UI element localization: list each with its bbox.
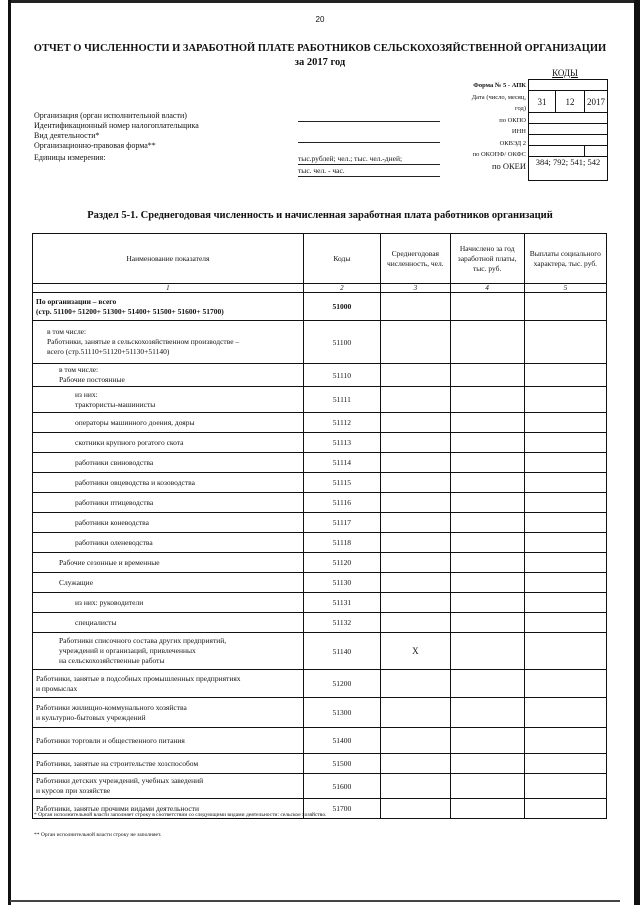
codes-table <box>528 79 608 181</box>
row-code: 51600 <box>303 774 380 799</box>
cell-headcount[interactable] <box>380 533 450 553</box>
legal-form-label: Организационно-правовая форма** <box>34 141 156 150</box>
cell-wages[interactable] <box>450 728 524 754</box>
row-code: 51131 <box>303 593 380 613</box>
cell-social[interactable] <box>524 513 606 533</box>
cell-headcount-not-applicable: Х <box>380 633 450 670</box>
cell-headcount[interactable] <box>380 613 450 633</box>
row-code: 51400 <box>303 728 380 754</box>
cell-social[interactable] <box>524 728 606 754</box>
row-label: специалисты <box>33 613 304 633</box>
cell-wages[interactable] <box>450 364 524 387</box>
cell-wages[interactable] <box>450 413 524 433</box>
table-row <box>33 387 607 413</box>
okopf-label: по ОКОПФ/ ОКФС <box>472 151 526 158</box>
cell-social[interactable] <box>524 613 606 633</box>
row-label: Работники списочного состава других предприятий, учреждений и организаций, привлеченных на сельскохозяйственные работы <box>33 633 304 670</box>
okfs-cell[interactable] <box>585 146 608 157</box>
cell-wages[interactable] <box>450 774 524 799</box>
cell-wages[interactable] <box>450 573 524 593</box>
cell-wages[interactable] <box>450 633 524 670</box>
cell-headcount[interactable] <box>380 698 450 728</box>
cell-wages[interactable] <box>450 613 524 633</box>
row-code: 51112 <box>303 413 380 433</box>
inn-label: ИНН <box>511 128 526 135</box>
row-code: 51110 <box>303 364 380 387</box>
row-code: 51115 <box>303 473 380 493</box>
footnote-1: * Орган исполнительной власти заполняет строку в соответствии со следующими видами деятельности: сельское хозяйство. <box>34 812 327 818</box>
table-row <box>33 364 607 387</box>
date-month-cell: 12 <box>556 91 585 113</box>
row-label: работники оленеводства <box>33 533 304 553</box>
activity-label: Вид деятельности* <box>34 131 100 140</box>
main-table <box>32 233 607 819</box>
units-line2: тыс. чел. - час. <box>298 165 440 177</box>
table-row <box>33 553 607 573</box>
row-code: 51130 <box>303 573 380 593</box>
row-label: работники коневодства <box>33 513 304 533</box>
cell-social[interactable] <box>524 633 606 670</box>
cell-social[interactable] <box>524 321 606 364</box>
row-label: в том числе: Рабочие постоянные <box>33 364 304 387</box>
row-label: Работники, занятые на строительстве хозспособом <box>33 754 304 774</box>
row-code: 51114 <box>303 453 380 473</box>
cell-social[interactable] <box>524 774 606 799</box>
inn-field-label: Идентификационный номер налогоплательщика <box>34 121 199 130</box>
cell-social[interactable] <box>524 754 606 774</box>
table-row <box>33 670 607 698</box>
col-number-3: 3 <box>380 284 450 293</box>
row-label: в том числе: Работники, занятые в сельскохозяйственном производстве – всего (стр.51110+51120+51130+51140) <box>33 321 304 364</box>
report-title-line1: ОТЧЕТ О ЧИСЛЕННОСТИ И ЗАРАБОТНОЙ ПЛАТЕ РАБОТНИКОВ СЕЛЬСКОХОЗЯЙСТВЕННОЙ ОРГАНИЗАЦИИ <box>33 43 607 54</box>
row-code: 51100 <box>303 321 380 364</box>
okved-cell[interactable] <box>529 135 608 146</box>
cell-headcount[interactable] <box>380 364 450 387</box>
cell-headcount[interactable] <box>380 387 450 413</box>
cell-wages[interactable] <box>450 533 524 553</box>
row-code: 51117 <box>303 513 380 533</box>
okved-label: ОКВЭД 2 <box>499 139 526 147</box>
row-label: работники свиноводства <box>33 453 304 473</box>
cell-social[interactable] <box>524 593 606 613</box>
cell-headcount[interactable] <box>380 513 450 533</box>
table-row <box>33 633 607 670</box>
table-row <box>33 293 607 321</box>
cell-wages[interactable] <box>450 387 524 413</box>
cell-headcount[interactable] <box>380 413 450 433</box>
cell-wages[interactable] <box>450 293 524 321</box>
row-label: Служащие <box>33 573 304 593</box>
cell-wages[interactable] <box>450 754 524 774</box>
cell-headcount[interactable] <box>380 670 450 698</box>
col-number-4: 4 <box>450 284 524 293</box>
org-field-labels <box>34 111 199 163</box>
cell-social[interactable] <box>524 364 606 387</box>
row-code: 51116 <box>303 493 380 513</box>
cell-social[interactable] <box>524 553 606 573</box>
row-code: 51120 <box>303 553 380 573</box>
header-wages: Начислено за год заработной платы, тыс. руб. <box>450 234 524 284</box>
row-code: 51700 <box>303 799 380 819</box>
row-label: По организации – всего (стр. 51100+ 51200+ 51300+ 51400+ 51500+ 51600+ 51700) <box>33 293 304 321</box>
cell-headcount[interactable] <box>380 754 450 774</box>
cell-social[interactable] <box>524 698 606 728</box>
cell-wages[interactable] <box>450 670 524 698</box>
scan-border-top <box>0 0 640 3</box>
org-field-line[interactable] <box>298 111 440 122</box>
cell-wages[interactable] <box>450 473 524 493</box>
codes-caption: КОДЫ <box>552 68 578 78</box>
cell-social[interactable] <box>524 493 606 513</box>
date-label-year: год) <box>514 105 526 112</box>
row-code: 51200 <box>303 670 380 698</box>
cell-social[interactable] <box>524 473 606 493</box>
page-number: 20 <box>315 15 325 24</box>
row-label: Работники жилищно-коммунального хозяйства и культурно-бытовых учреждений <box>33 698 304 728</box>
table-row <box>33 493 607 513</box>
report-title <box>0 42 640 70</box>
cell-headcount[interactable] <box>380 433 450 453</box>
row-label: Работники торговли и общественного питания <box>33 728 304 754</box>
cell-headcount[interactable] <box>380 728 450 754</box>
okei-cell: 384; 792; 541; 542 <box>529 157 608 181</box>
table-row <box>33 321 607 364</box>
row-label: Работники, занятые прочими видами деятельности <box>33 799 304 819</box>
row-label: из них: руководители <box>33 593 304 613</box>
header-avg-headcount: Среднегодовая численность, чел. <box>380 234 450 284</box>
cell-headcount[interactable] <box>380 453 450 473</box>
cell-wages[interactable] <box>450 593 524 613</box>
org-label: Организация (орган исполнительной власти) <box>34 111 187 120</box>
row-code: 51500 <box>303 754 380 774</box>
table-row <box>33 774 607 799</box>
report-title-line2: за 2017 год <box>294 57 346 68</box>
table-row <box>33 413 607 433</box>
cell-headcount[interactable] <box>380 573 450 593</box>
row-code: 51111 <box>303 387 380 413</box>
table-row <box>33 513 607 533</box>
cell-wages[interactable] <box>450 453 524 473</box>
okopf-cell[interactable] <box>529 146 585 157</box>
row-label: Работники, занятые в подсобных промышленных предприятиях и промыслах <box>33 670 304 698</box>
org-field-lines <box>298 111 440 143</box>
form-number-cell <box>529 80 608 91</box>
date-label: Дата (число, месяц, <box>471 93 526 101</box>
col-number-5: 5 <box>524 284 606 293</box>
units-label: Единицы измерения: <box>34 153 106 162</box>
col-number-1: 1 <box>33 284 304 293</box>
table-row <box>33 533 607 553</box>
row-code: 51113 <box>303 433 380 453</box>
table-row <box>33 698 607 728</box>
cell-headcount[interactable] <box>380 321 450 364</box>
cell-wages[interactable] <box>450 433 524 453</box>
cell-headcount[interactable] <box>380 493 450 513</box>
row-code: 51118 <box>303 533 380 553</box>
cell-wages[interactable] <box>450 799 524 819</box>
form-number-label: Форма № 5 - АПК <box>473 82 526 89</box>
inn-cell[interactable] <box>529 124 608 135</box>
table-row <box>33 754 607 774</box>
cell-social[interactable] <box>524 799 606 819</box>
cell-social[interactable] <box>524 453 606 473</box>
table-row <box>33 593 607 613</box>
row-code: 51300 <box>303 698 380 728</box>
cell-social[interactable] <box>524 387 606 413</box>
section-title: Раздел 5-1. Среднегодовая численность и начисленная заработная плата работников организаций <box>87 210 553 221</box>
header-indicator: Наименование показателя <box>33 234 304 284</box>
table-row <box>33 573 607 593</box>
okpo-cell[interactable] <box>529 113 608 124</box>
cell-social[interactable] <box>524 670 606 698</box>
date-day-cell: 31 <box>529 91 556 113</box>
cell-social[interactable] <box>524 413 606 433</box>
row-code: 51000 <box>303 293 380 321</box>
cell-headcount[interactable] <box>380 774 450 799</box>
cell-wages[interactable] <box>450 321 524 364</box>
units-values <box>298 153 440 177</box>
row-label: операторы машинного доения, дояры <box>33 413 304 433</box>
cell-social[interactable] <box>524 573 606 593</box>
table-row <box>33 453 607 473</box>
table-row <box>33 433 607 453</box>
row-label: Работники детских учреждений, учебных заведений и курсов при хозяйстве <box>33 774 304 799</box>
scan-border-left <box>0 0 11 905</box>
row-code: 51132 <box>303 613 380 633</box>
cell-headcount[interactable] <box>380 553 450 573</box>
cell-headcount[interactable] <box>380 593 450 613</box>
row-label: из них: трактористы-машинисты <box>33 387 304 413</box>
cell-headcount[interactable] <box>380 473 450 493</box>
cell-wages[interactable] <box>450 698 524 728</box>
activity-field-line[interactable] <box>298 122 440 143</box>
cell-wages[interactable] <box>450 553 524 573</box>
cell-wages[interactable] <box>450 513 524 533</box>
header-social-payments: Выплаты социального характера, тыс. руб. <box>524 234 606 284</box>
date-year-cell: 2017 <box>585 91 608 113</box>
cell-headcount[interactable] <box>380 799 450 819</box>
cell-social[interactable] <box>524 293 606 321</box>
cell-headcount[interactable] <box>380 293 450 321</box>
table-row <box>33 613 607 633</box>
cell-wages[interactable] <box>450 493 524 513</box>
cell-social[interactable] <box>524 533 606 553</box>
table-row <box>33 728 607 754</box>
okei-label: по ОКЕИ <box>491 160 526 171</box>
header-codes: Коды <box>303 234 380 284</box>
row-label: скотники крупного рогатого скота <box>33 433 304 453</box>
table-row <box>33 473 607 493</box>
footnote-2: ** Орган исполнительной власти строку не заполняет. <box>34 832 162 838</box>
okpo-label: по ОКПО <box>499 116 526 124</box>
row-label: работники птицеводства <box>33 493 304 513</box>
scan-border-right <box>634 0 640 905</box>
scan-border-bottom <box>10 900 620 902</box>
row-label: работники овцеводства и козоводства <box>33 473 304 493</box>
row-code: 51140 <box>303 633 380 670</box>
col-number-2: 2 <box>303 284 380 293</box>
row-label: Рабочие сезонные и временные <box>33 553 304 573</box>
units-line1: тыс.рублей; чел.; тыс. чел.-дней; <box>298 153 440 165</box>
cell-social[interactable] <box>524 433 606 453</box>
